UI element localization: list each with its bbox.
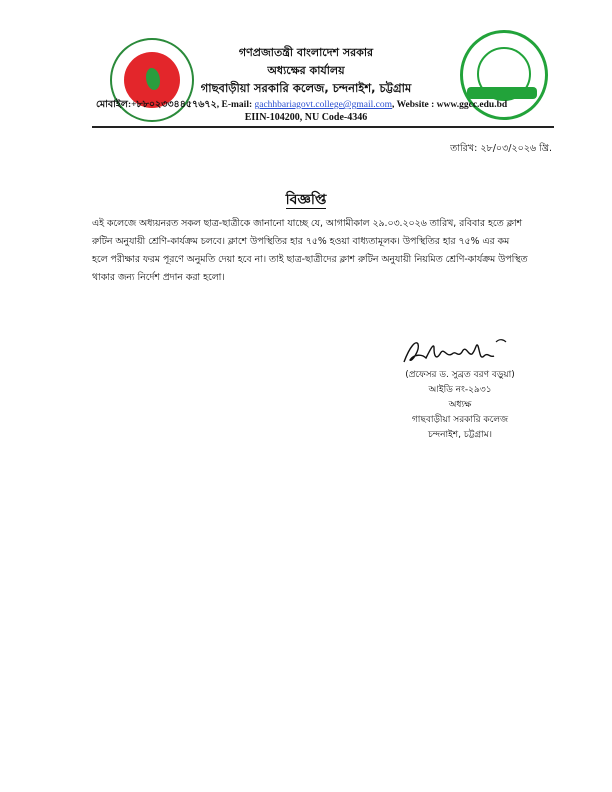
office-name: অধ্যক্ষের কার্যালয় <box>267 64 345 77</box>
mobile-number: মোবাইল:+৮৮০২৩৩৪৪৫৭৬৭২, <box>96 100 220 110</box>
signatory-location: চন্দনাইশ, চট্টগ্রাম। <box>428 430 492 440</box>
notice-title-text: বিজ্ঞপ্তি <box>285 192 327 208</box>
header-divider <box>92 126 554 128</box>
notice-title <box>0 188 612 212</box>
email-link[interactable]: gachhbariagovt.college@gmail.com <box>254 100 392 110</box>
signatory-designation: অধ্যক্ষ <box>448 400 472 410</box>
body-line: রুটিন অনুযায়ী শ্রেণি-কার্যক্রম চলবে। ক্লাশে উপস্থিতির হার ৭৫% হওয়া বাধ্যতামূলক। উপস্থিতির হার ৭৫% এর কম <box>92 236 510 247</box>
signature-block <box>380 368 540 443</box>
email-label: E-mail: <box>221 100 253 110</box>
government-name: গণপ্রজাতন্ত্রী বাংলাদেশ সরকার <box>238 46 374 59</box>
notice-body <box>92 215 552 287</box>
body-line: এই কলেজে অধ্যয়নরত সকল ছাত্র-ছাত্রীকে জানানো যাচ্ছে যে, আগামীকাল ২৯.০৩.২০২৬ তারিখ, রবিবার হতে ক্লাশ <box>92 218 523 229</box>
notice-date: তারিখ: ২৮/০৩/২০২৬ খ্রি. <box>450 143 552 154</box>
body-line: হলে পরীক্ষার ফরম পূরণে অনুমতি দেয়া হবে না। তাই ছাত্র-ছাত্রীদের ক্লাশ রুটিন অনুযায়ী নিয়মিত শ্রেণি-কার্যক্রম উপস্থিত <box>92 254 528 265</box>
signature-image <box>400 336 510 366</box>
signatory-college: গাছবাড়ীয়া সরকারি কলেজ <box>411 415 509 425</box>
college-name: গাছবাড়ীয়া সরকারি কলেজ, চন্দনাইশ, চট্টগ্রাম <box>200 81 412 95</box>
eiin-code: EIIN-104200, NU Code-4346 <box>244 112 368 123</box>
body-line: থাকার জন্য নির্দেশ প্রদান করা হলো। <box>92 272 225 283</box>
contact-line <box>96 98 507 113</box>
website[interactable]: , Website : www.ggcc.edu.bd <box>391 100 508 110</box>
signatory-id: আইডি নং-২৯৩১ <box>428 385 492 395</box>
signatory-name: (প্রফেসর ড. সুব্রত বরণ বড়ুয়া) <box>405 370 515 380</box>
